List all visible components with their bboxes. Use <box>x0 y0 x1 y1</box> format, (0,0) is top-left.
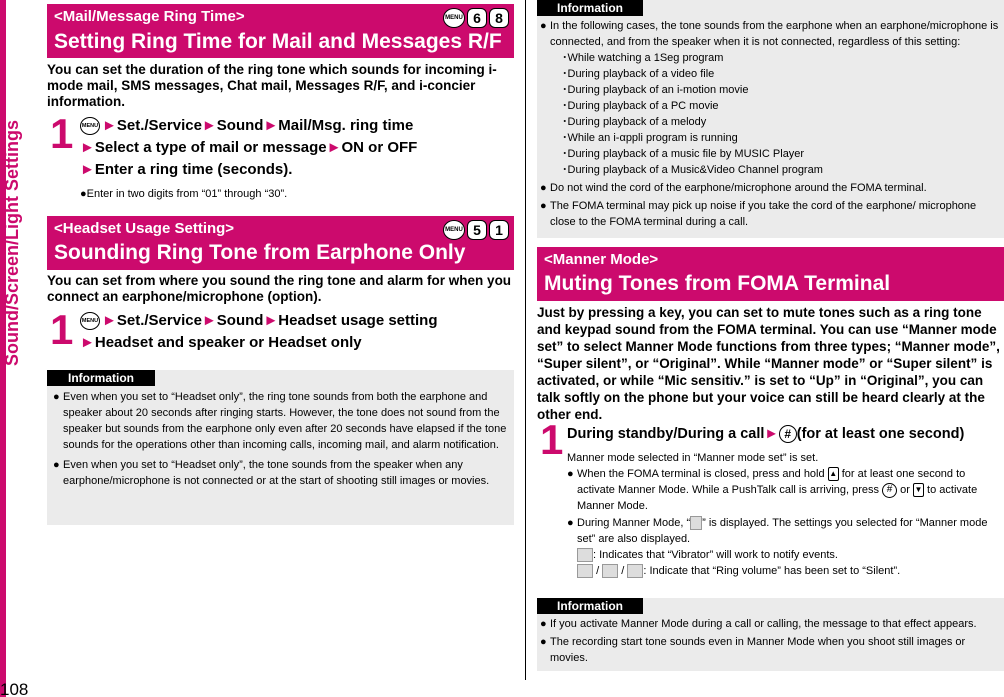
section3-step-number: 1 <box>540 416 564 463</box>
info-tag: Information <box>537 0 643 16</box>
section1-step: MENU ►Set./Service►Sound►Mail/Msg. ring time ►Select a type of mail or message►ON or OFF ►Enter a ring time (seconds). <box>80 117 418 178</box>
hash-key-icon: # <box>882 483 897 498</box>
info-item: ● Even when you set to “Headset only”, the tone sounds from the speaker when any earphone/microphone is not connected or at the start of shooting still images or movies. <box>53 459 490 487</box>
menu-key-icon: MENU <box>80 117 100 135</box>
info-tag: Information <box>537 598 643 614</box>
section3-bullet2: ● During Manner Mode, “ ” is displayed. The settings you selected for “Manner mode set” are also displayed. : Indicates that “Vibrator” will work to notify events. / / : Indicate that “Ring volume” has been set to “Silent”. <box>567 517 988 577</box>
info-box-right-bottom <box>537 598 1004 671</box>
hash-key-icon: # <box>779 425 797 443</box>
info-tag: Information <box>47 370 155 386</box>
key-6-icon: 6 <box>467 8 487 28</box>
silent-icon-1 <box>577 564 593 578</box>
case-item: ･During playback of a Music&Video Channel program <box>562 164 823 176</box>
section2-key-sequence <box>443 220 509 240</box>
info-box-right-top <box>537 0 1004 238</box>
silent-icon-2 <box>602 564 618 578</box>
case-item: ･During playback of a music file by MUSIC Player <box>562 148 805 160</box>
down-key-icon: ▼ <box>913 483 924 497</box>
section3-bullet1: ● When the FOMA terminal is closed, press and hold ▲ for at least one second to activate Manner Mode. While a PushTalk call is arriving, press # or ▼ to activate Manner Mode. <box>567 468 978 512</box>
key-1-icon: 1 <box>489 220 509 240</box>
vibrator-icon <box>577 548 593 562</box>
section2-header <box>47 216 514 270</box>
case-item: ･While an i-αppli program is running <box>562 132 738 144</box>
section1-subtitle: <Mail/Message Ring Time> <box>54 8 245 25</box>
info-item: ● The FOMA terminal may pick up noise if you take the cord of the earphone/ microphone close to the FOMA terminal during a call. <box>540 200 977 228</box>
section3-step: During standby/During a call► # (for at least one second) <box>567 426 965 442</box>
section3-title: Muting Tones from FOMA Terminal <box>544 272 891 295</box>
section1-note: ●Enter in two digits from “01” through “30”. <box>80 188 288 200</box>
section2-step: MENU ►Set./Service►Sound►Headset usage setting ►Headset and speaker or Headset only <box>80 312 438 351</box>
key-5-icon: 5 <box>467 220 487 240</box>
case-item: ･During playback of a PC movie <box>562 100 719 112</box>
info-item: ● Do not wind the cord of the earphone/microphone around the FOMA terminal. <box>540 182 927 194</box>
info-item: ● Even when you set to “Headset only”, the ring tone sounds from both the earphone and speaker about 20 seconds after ringing starts. However, the tone does not sound from the speaker but sounds from the earphone only even after 20 seconds have elapsed if the tone sounds for the operations other than incoming calls, incoming mail, and alarm notification. <box>53 391 507 451</box>
section1-key-sequence <box>443 8 509 28</box>
section1-header <box>47 4 514 58</box>
section3-subtitle: <Manner Mode> <box>544 251 659 268</box>
menu-key-icon: MENU <box>443 220 465 240</box>
case-item: ･During playback of a video file <box>562 68 715 80</box>
info-left-list <box>53 389 511 489</box>
manner-mode-icon <box>690 516 702 530</box>
silent-icon-3 <box>627 564 643 578</box>
section2-step-number: 1 <box>50 306 74 353</box>
section1-step-number: 1 <box>50 110 74 157</box>
page-number: 108 <box>0 680 29 697</box>
section1-title: Setting Ring Time for Mail and Messages R/F <box>54 30 502 53</box>
info-box-left <box>47 370 514 525</box>
menu-key-icon: MENU <box>443 8 465 28</box>
section2-title: Sounding Ring Tone from Earphone Only <box>54 241 466 264</box>
side-tab <box>0 0 34 697</box>
section1-intro: You can set the duration of the ring tone which sounds for incoming i-mode mail, SMS messages, Chat mail, Messages R/F, and i-concier information. <box>47 62 497 109</box>
key-8-icon: 8 <box>489 8 509 28</box>
up-key-icon: ▲ <box>828 467 839 481</box>
section2-subtitle: <Headset Usage Setting> <box>54 220 235 237</box>
menu-key-icon: MENU <box>80 312 100 330</box>
column-divider <box>525 0 526 680</box>
case-item: ･During playback of a melody <box>562 116 707 128</box>
case-item: ･During playback of an i-motion movie <box>562 84 749 96</box>
section3-intro: Just by pressing a key, you can set to mute tones such as a ring tone and keypad sound from the FOMA terminal. You can use “Manner mode set” to select Manner Mode functions from three types; “Manner mode”, “Super silent”, or “Original”. While “Manner mode” or “Super silent” is activated, or while “Mic sensitiv.” is set to “Up” in “Original”, you can talk softly on the phone but your voice can still be heard clearly at the other end. <box>537 305 1000 422</box>
info-item: ● If you activate Manner Mode during a call or calling, the message to that effect appears. <box>540 618 977 630</box>
info-item: ● The recording start tone sounds even in Manner Mode when you shoot still images or movies. <box>540 636 966 664</box>
case-list <box>550 50 1000 178</box>
case-item: ･While watching a 1Seg program <box>562 52 724 64</box>
info-item: ● In the following cases, the tone sounds from the earphone when an earphone/microphone is connected, and from the speaker when it is not connected, regardless of this setting: ･While watching a 1Seg program ･During playback of a video file ･During playback of an i-motion movie ･During playback of a PC movie ･During playback of a melody ･While an i-αppli program is running ･During playback of a music file by MUSIC Player ･During playback of a Music&Video Channel program <box>540 20 999 176</box>
info-right-bottom-list <box>540 616 1000 666</box>
section3-header <box>537 247 1004 301</box>
section2-intro: You can set from where you sound the ring tone and alarm for when you connect an earphone/microphone (option). <box>47 273 512 304</box>
section3-desc: Manner mode selected in “Manner mode set” is set. <box>567 452 819 464</box>
info-right-top-list <box>540 18 1000 230</box>
side-tab-label: Sound/Screen/Light Settings <box>2 120 22 367</box>
